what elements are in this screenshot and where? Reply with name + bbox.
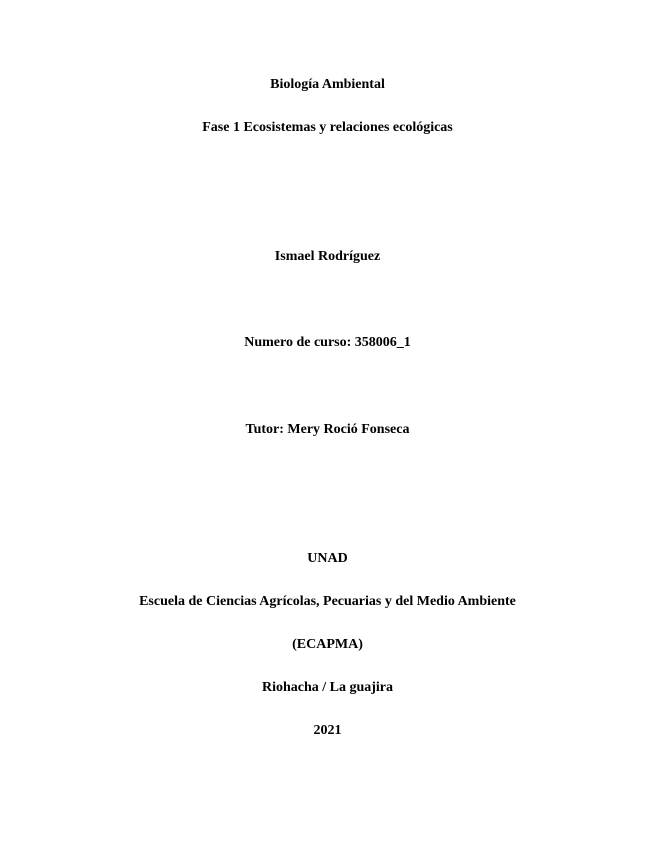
location: Riohacha / La guajira: [261, 680, 394, 695]
year: 2021: [313, 723, 342, 738]
school-name: Escuela de Ciencias Agrícolas, Pecuarias y del Medio Ambiente: [139, 594, 516, 609]
course-number: Numero de curso: 358006_1: [244, 335, 411, 350]
university-name: UNAD: [307, 551, 348, 566]
author-name: Ismael Rodríguez: [274, 249, 381, 264]
activity-title: Fase 1 Ecosistemas y relaciones ecológicas: [202, 120, 453, 135]
school-acronym: (ECAPMA): [292, 637, 363, 652]
subject-title: Biología Ambiental: [270, 77, 385, 92]
tutor-name: Tutor: Mery Roció Fonseca: [245, 422, 410, 437]
